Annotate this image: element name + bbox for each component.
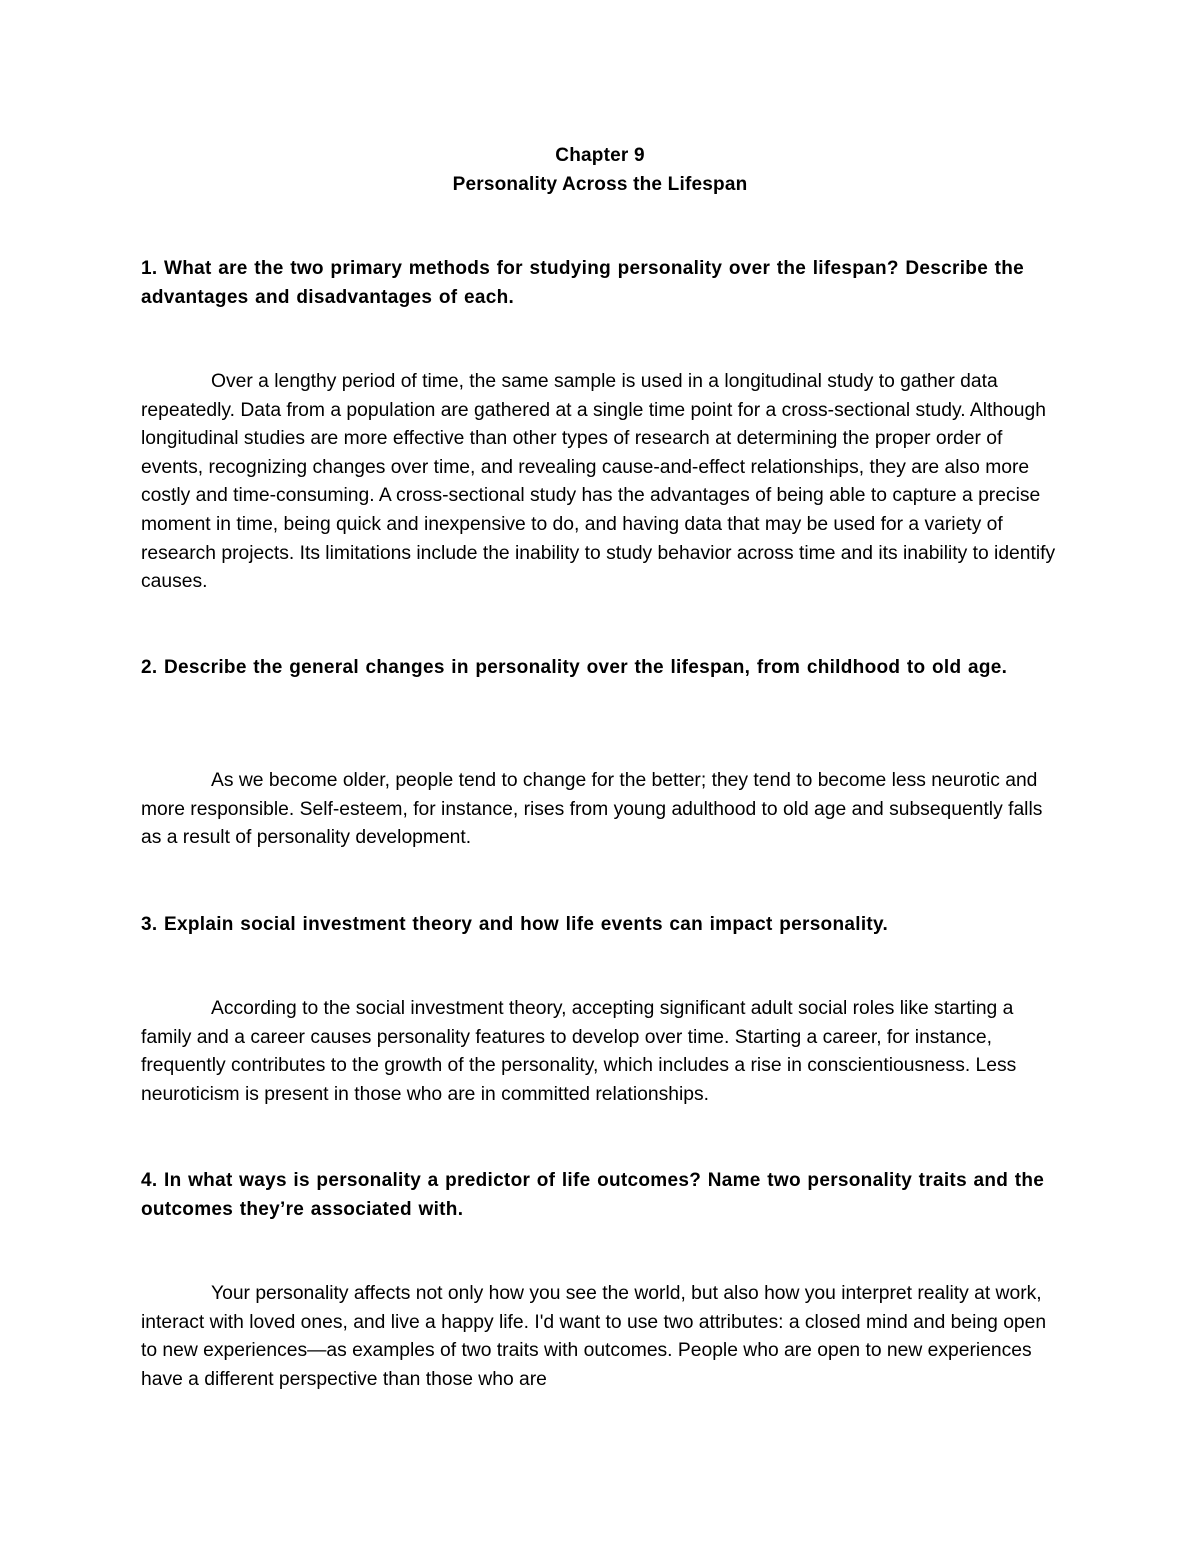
chapter-heading: Chapter 9 [555,145,645,166]
title-block [0,141,1200,199]
answer-2: As we become older, people tend to change for the better; they tend to become less neurotic and more responsible. Self-esteem, for instance, rises from young adulthood to old age and subsequently falls as a result of personality development. [141,770,1043,849]
question-2: 2. Describe the general changes in personality over the lifespan, from childhood to old age. [141,657,1008,678]
question-1: 1. What are the two primary methods for studying personality over the lifespan? Describe the advantages and disadvantages of each. [141,258,1025,308]
chapter-title: Personality Across the Lifespan [452,174,748,195]
question-4: 4. In what ways is personality a predictor of life outcomes? Name two personality traits and the outcomes they’re associated with. [141,1170,1045,1220]
answer-3: According to the social investment theory, accepting significant adult social roles like starting a family and a career causes personality features to develop over time. Starting a career, for instance, frequently contributes to the growth of the personality, which includes a rise in conscientiousness. Less neuroticism is present in those who are in committed relationships. [141,998,1017,1105]
question-3: 3. Explain social investment theory and how life events can impact personality. [141,914,889,935]
answer-1: Over a lengthy period of time, the same sample is used in a longitudinal study to gather data repeatedly. Data from a population are gathered at a single time point for a cross-sectional study. Although longitudinal studies are more effective than other types of research at determining the proper order of events, recognizing changes over time, and revealing cause-and-effect relationships, they are also more costly and time-consuming. A cross-sectional study has the advantages of being able to capture a precise moment in time, being quick and inexpensive to do, and having data that may be used for a variety of research projects. Its limitations include the inability to study behavior across time and its inability to identify causes. [141,371,1056,593]
answer-4: Your personality affects not only how you see the world, but also how you interpret reality at work, interact with loved ones, and live a happy life. I'd want to use two attributes: a closed mind and being open to new experiences—as examples of two traits with outcomes. People who are open to new experiences have a different perspective than those who are [141,1283,1047,1390]
